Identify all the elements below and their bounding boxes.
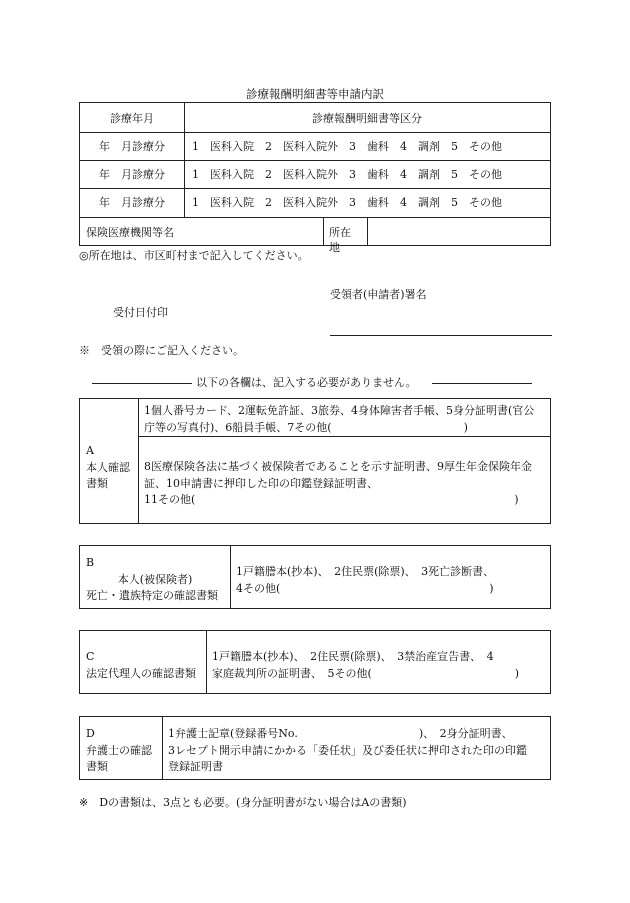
section-d-content bbox=[162, 724, 550, 778]
address-label: 所在地 bbox=[329, 226, 351, 255]
row-month[interactable]: 年 月診療分 bbox=[99, 196, 165, 209]
section-d bbox=[79, 716, 551, 780]
reception-stamp-label: 受付日付印 bbox=[113, 306, 168, 319]
section-b-label bbox=[80, 553, 230, 607]
section-b-line2: 4その他( ) bbox=[236, 581, 494, 595]
section-b-line1: 1戸籍謄本(抄本)、 2住民票(除票)、 3死亡診断書、 bbox=[236, 565, 495, 578]
section-a-row2-line2: 証、10申請書に押印した印の印鑑登録証明書、 bbox=[144, 476, 378, 490]
section-b-content bbox=[230, 562, 550, 599]
section-c bbox=[79, 630, 551, 694]
section-c-line2: 家庭裁判所の証明書、 5その他( ) bbox=[212, 666, 520, 680]
divider-text: 以下の各欄は、記入する必要がありません。 bbox=[196, 376, 417, 389]
header-month: 診療年月 bbox=[110, 112, 154, 125]
section-d-line3: 登録証明書 bbox=[168, 760, 223, 773]
section-c-title: 法定代理人の確認書類 bbox=[86, 666, 196, 680]
row-month[interactable]: 年 月診療分 bbox=[99, 168, 165, 181]
final-note: ※ Dの書類は、3点とも必要。(身分証明書がない場合はAの書類) bbox=[79, 796, 407, 809]
claims-table bbox=[79, 102, 551, 255]
signature-label: 受領者(申請者)署名 bbox=[330, 288, 427, 301]
address-input[interactable] bbox=[367, 217, 550, 246]
section-a bbox=[79, 398, 551, 524]
section-a-row1 bbox=[138, 401, 550, 438]
signature-line[interactable] bbox=[330, 335, 552, 336]
row-categories[interactable]: 1 医科入院 2 医科入院外 3 歯科 4 調剤 5 その他 bbox=[192, 140, 502, 153]
section-d-title-line2: 書類 bbox=[86, 760, 108, 773]
section-d-line1: 1弁護士記章(登録番号No. )、 2身分証明書、 bbox=[168, 727, 513, 740]
row-categories[interactable]: 1 医科入院 2 医科入院外 3 歯科 4 調剤 5 その他 bbox=[192, 196, 502, 209]
section-b-letter: B bbox=[86, 556, 95, 569]
divider-line-right bbox=[432, 383, 532, 384]
institution-input[interactable] bbox=[190, 217, 323, 246]
section-a-row2 bbox=[138, 457, 550, 511]
section-c-line1: 1戸籍謄本(抄本)、 2住民票(除票)、 3禁治産宣告書、 4 bbox=[212, 650, 494, 663]
section-a-row1-line1: 1個人番号カード、2運転免許証、3旅券、4身体障害者手帳、5身分証明書(官公 bbox=[144, 404, 535, 417]
section-c-label bbox=[80, 647, 206, 684]
section-b-title-line2: 死亡・遺族特定の確認書類 bbox=[86, 589, 218, 602]
section-a-label bbox=[80, 441, 138, 495]
section-d-line2: 3レセプト開示申請にかかる「委任状」及び委任状に押印された印の印鑑 bbox=[168, 743, 527, 757]
section-d-title-line1: 弁護士の確認 bbox=[86, 743, 152, 757]
section-b-title-line1: 本人(被保険者) bbox=[117, 572, 193, 586]
address-note: ◎所在地は、市区町村まで記入してください。 bbox=[79, 249, 309, 262]
header-category: 診療報酬明細書等区分 bbox=[312, 112, 422, 125]
row-month[interactable]: 年 月診療分 bbox=[99, 140, 165, 153]
section-b bbox=[79, 545, 551, 609]
receipt-note: ※ 受領の際にご記入ください。 bbox=[79, 344, 244, 357]
institution-label: 保険医療機関等名 bbox=[86, 226, 174, 239]
section-a-row2-line3: 11その他( ) bbox=[144, 493, 519, 506]
section-a-row1-line2: 庁等の写真付)、6船員手帳、7その他( ) bbox=[144, 420, 468, 434]
section-c-letter: C bbox=[86, 650, 95, 663]
section-d-label bbox=[80, 724, 162, 778]
section-d-letter: D bbox=[86, 727, 95, 740]
section-a-row2-line1: 8医療保険各法に基づく被保険者であることを示す証明書、9厚生年金保険年金 bbox=[144, 460, 532, 473]
divider-line-left bbox=[92, 383, 192, 384]
page-title: 診療報酬明細書等申請内訳 bbox=[246, 87, 384, 101]
section-a-title: 本人確認書類 bbox=[86, 460, 130, 490]
section-c-content bbox=[206, 647, 550, 684]
row-categories[interactable]: 1 医科入院 2 医科入院外 3 歯科 4 調剤 5 その他 bbox=[192, 168, 502, 181]
section-a-letter: A bbox=[86, 444, 94, 457]
